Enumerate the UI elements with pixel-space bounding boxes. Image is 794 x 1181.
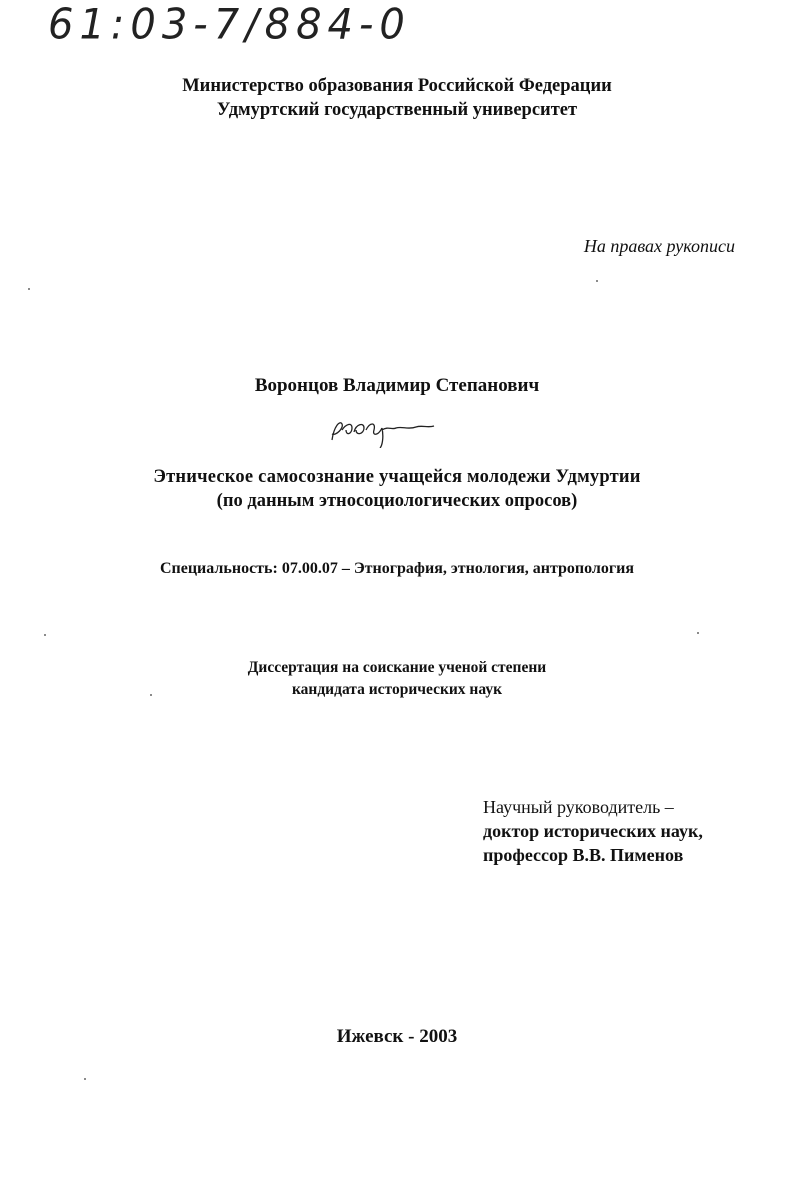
university-name: Удмуртский государственный университет bbox=[216, 100, 578, 120]
scan-speck bbox=[596, 280, 598, 282]
supervisor-name: профессор В.В. Пименов bbox=[483, 845, 684, 865]
specialty: Специальность: 07.00.07 – Этнография, этнология, антропология bbox=[159, 560, 635, 577]
degree-line1: Диссертация на соискание ученой степени bbox=[247, 659, 547, 676]
dissertation-title-line1: Этническое самосознание учащейся молодежи Удмуртии bbox=[153, 467, 641, 487]
scan-speck bbox=[84, 1078, 86, 1080]
degree-line2: кандидата исторических наук bbox=[291, 681, 503, 698]
scan-speck bbox=[697, 632, 699, 634]
scan-speck bbox=[150, 694, 152, 696]
supervisor-degree: доктор исторических наук, bbox=[483, 821, 703, 841]
supervisor-label: Научный руководитель – bbox=[483, 797, 674, 817]
author-name: Воронцов Владимир Степанович bbox=[254, 375, 540, 396]
handwritten-archive-code: 61:03-7/884-0 bbox=[48, 0, 411, 50]
scan-speck bbox=[44, 634, 46, 636]
manuscript-rights-note: На правах рукописи bbox=[583, 236, 735, 256]
dissertation-title-line2: (по данным этносоциологических опросов) bbox=[216, 491, 578, 511]
scan-speck bbox=[28, 288, 30, 290]
city-year: Ижевск - 2003 bbox=[336, 1026, 458, 1047]
ministry-name: Министерство образования Российской Федерации bbox=[182, 76, 612, 96]
signature bbox=[326, 414, 436, 448]
